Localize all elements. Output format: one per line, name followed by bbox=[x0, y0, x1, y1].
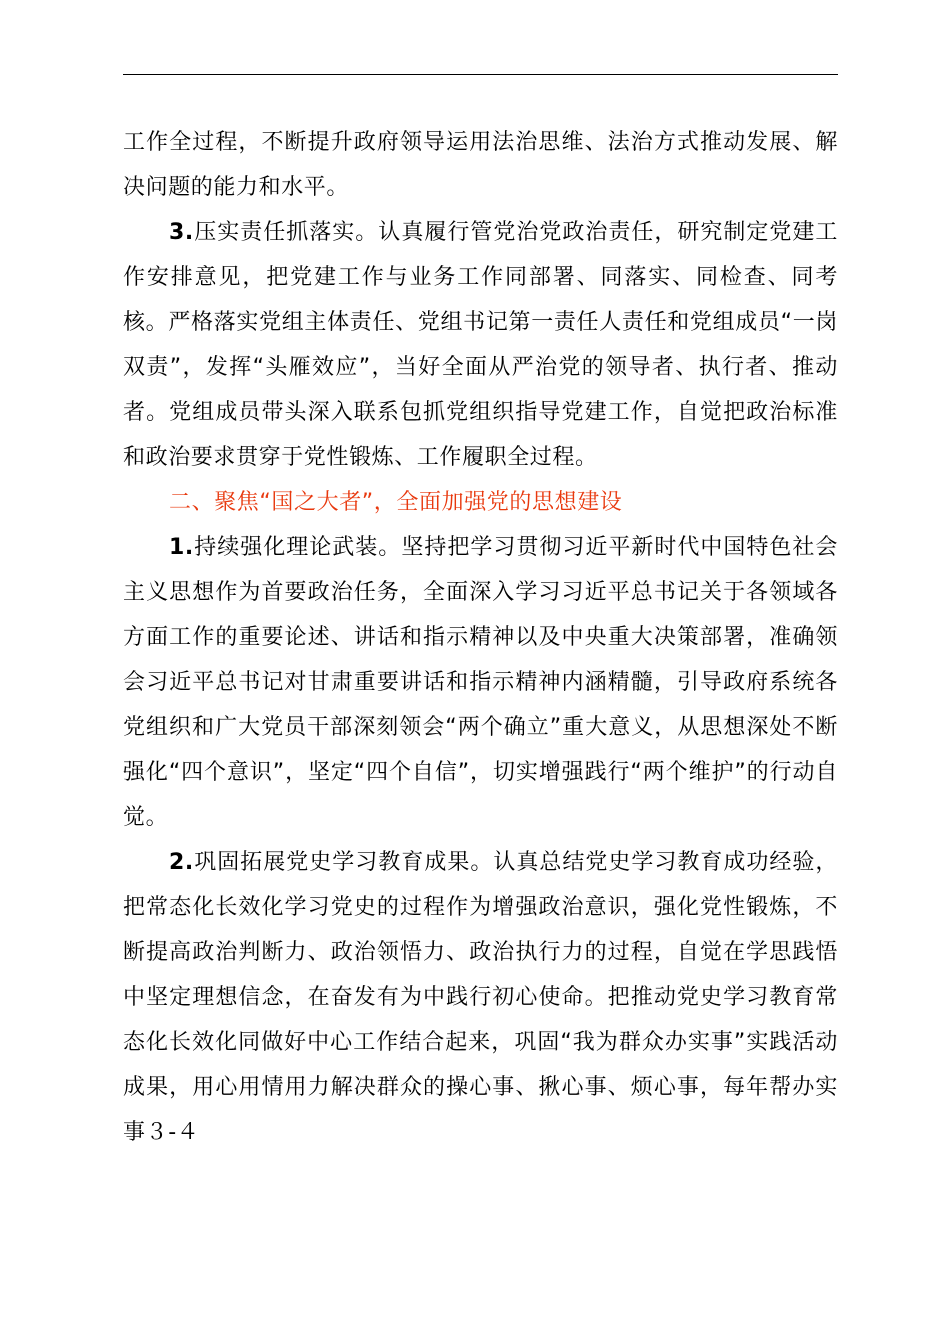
paragraph-text: 压实责任抓落实。认真履行管党治党政治责任，研究制定党建工作安排意见，把党建工作与业务工作同部署、同落实、同检查、同考核。严格落实党组主体责任、党组书记第一责任人责任和党组成员“一岗双责”，发挥“头雁效应”，当好全面从严治党的领导者、执行者、推动者。党组成员带头深入联系包抓党组织指导党建工作，自觉把政治标准和政治要求贯穿于党性锻炼、工作履职全过程。 bbox=[123, 220, 838, 470]
paragraph-item-2 bbox=[123, 840, 838, 1155]
paragraph-text: 巩固拓展党史学习教育成果。认真总结党史学习教育成功经验，把常态化长效化学习党史的过程作为增强政治意识，强化党性锻炼，不断提高政治判断力、政治领悟力、政治执行力的过程，自觉在学思践悟中坚定理想信念，在奋发有为中践行初心使命。把推动党史学习教育常态化长效化同做好中心工作结合起来，巩固“我为群众办实事”实践活动成果，用心用情用力解决群众的操心事、揪心事、烦心事，每年帮办实事３-４ bbox=[123, 850, 838, 1145]
section-heading-text: 二、聚焦“国之大者”，全面加强党的思想建设 bbox=[169, 490, 623, 515]
paragraph-continuation bbox=[123, 120, 838, 210]
document-body bbox=[123, 120, 838, 1155]
section-heading bbox=[123, 480, 838, 525]
paragraph-number: 3. bbox=[169, 220, 194, 245]
paragraph-text: 持续强化理论武装。坚持把学习贯彻习近平新时代中国特色社会主义思想作为首要政治任务，全面深入学习习近平总书记关于各领域各方面工作的重要论述、讲话和指示精神以及中央重大决策部署，准确领会习近平总书记对甘肃重要讲话和指示精神内涵精髓，引导政府系统各党组织和广大党员干部深刻领会“两个确立”重大意义，从思想深处不断强化“四个意识”，坚定“四个自信”，切实增强践行“两个维护”的行动自觉。 bbox=[123, 535, 838, 830]
header-rule bbox=[123, 74, 838, 75]
paragraph-item-3 bbox=[123, 210, 838, 480]
paragraph-text: 工作全过程，不断提升政府领导运用法治思维、法治方式推动发展、解决问题的能力和水平。 bbox=[123, 130, 838, 200]
paragraph-number: 1. bbox=[169, 535, 194, 560]
paragraph-item-1 bbox=[123, 525, 838, 840]
paragraph-number: 2. bbox=[169, 850, 194, 875]
